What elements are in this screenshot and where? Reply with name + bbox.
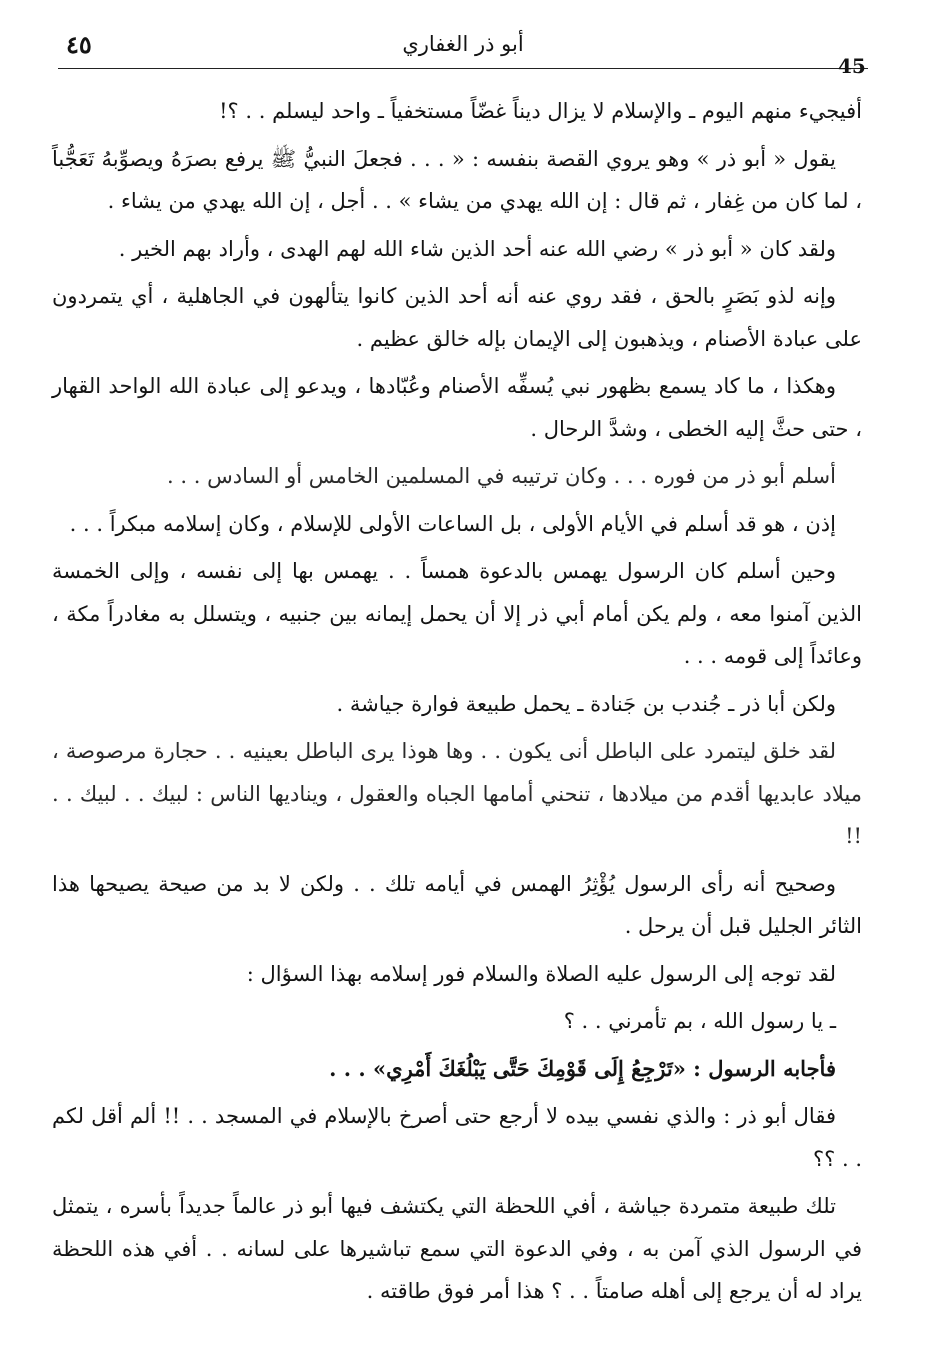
paragraph: أسلم أبو ذر من فوره . . . وكان ترتيبه في المسلمين الخامس أو السادس . . . [167,464,836,488]
paragraph: تلك طبيعة متمردة جياشة ، أفي اللحظة التي يكتشف فيها أبو ذر عالماً جديداً بأسره ، يتمثل في الرسول الذي آمن به ، وفي الدعوة التي سمع تباشيرها على لسانه . . أفي هذه اللحظة يراد له أن يرجع إلى أهله صامتاً . . ؟ هذا أمر فوق طاقته . [52,1194,862,1303]
paragraph: فقال أبو ذر : والذي نفسي بيده لا أرجع حتى أصرخ بالإسلام في المسجد . . !! ألم أقل لكم . . ؟؟ [52,1104,862,1171]
running-header-title: أبو ذر الغفاري [402,32,524,56]
quoted-reply: فأجابه الرسول : «تَرْجِعُ إِلَى قَوْمِكَ حَتَّى يَبْلُغَكَ أَمْرِي» . . . [329,1055,836,1081]
paragraph: وهكذا ، ما كاد يسمع بظهور نبي يُسفِّه الأصنام وعُبّادها ، ويدعو إلى عبادة الله الواحد القهار ، حتى حثَّ إليه الخطى ، وشدَّ الرحال . [52,374,862,441]
page-number: 45 [838,54,866,78]
paragraph: وحين أسلم كان الرسول يهمس بالدعوة همساً . . يهمس بها إلى نفسه ، وإلى الخمسة الذين آمنوا معه ، ولم يكن أمام أبي ذر إلا أن يحمل إيمانه بين جنبيه ، ويتسلل به مغادراً مكة ، وعائداً إلى قومه . . . [52,559,862,668]
paragraph: أفيجيء منهم اليوم ـ والإسلام لا يزال ديناً غضّاً مستخفياً ـ واحد ليسلم . . ؟! [219,99,862,123]
paragraph: وصحيح أنه رأى الرسول يُؤْثِرُ الهمس في أيامه تلك . . ولكن لا بد من صيحة يصيحها هذا الثائر الجليل قبل أن يرحل . [52,871,862,938]
arabic-page-number: ٤٥ [66,30,92,59]
header-rule [58,68,868,69]
paragraph: وإنه لذو بَصَرٍ بالحق ، فقد روي عنه أنه أحد الذين كانوا يتألهون في الجاهلية ، أي يتمردون على عبادة الأصنام ، ويذهبون إلى الإيمان بإله خالق عظيم . [52,284,862,351]
paragraph: ـ يا رسول الله ، بم تأمرني . . ؟ [563,1009,836,1033]
paragraph: ولقد كان « أبو ذر » رضي الله عنه أحد الذين شاء الله لهم الهدى ، وأراد بهم الخير . [118,236,836,261]
paragraph: يقول « أبو ذر » وهو يروي القصة بنفسه : « . . . فجعلَ النبيُّ ﷺ يرفع بصرَهُ ويصوِّبهُ تَعَجُّباً ، لما كان من غِفار ، ثم قال : إن الله يهدي من يشاء » . . أجل ، إن الله يهدي من يشاء . [52,146,862,213]
paragraph: ولكن أبا ذر ـ جُندب بن جَنادة ـ يحمل طبيعة فوارة جياشة . [336,691,836,716]
paragraph: إذن ، هو قد أسلم في الأيام الأولى ، بل الساعات الأولى للإسلام ، وكان إسلامه مبكراً . . . [69,511,836,536]
body-text [52,90,862,1318]
paragraph: لقد توجه إلى الرسول عليه الصلاة والسلام فور إسلامه بهذا السؤال : [246,961,836,986]
paragraph: لقد خلق ليتمرد على الباطل أنى يكون . . وها هوذا يرى الباطل بعينيه . . حجارة مرصوصة ، ميلاد عابديها أقدم من ميلادها ، تنحني أمامها الجباه والعقول ، ويناديها الناس : لبيك . . لبيك . . !! [52,739,862,848]
running-header [58,28,868,68]
